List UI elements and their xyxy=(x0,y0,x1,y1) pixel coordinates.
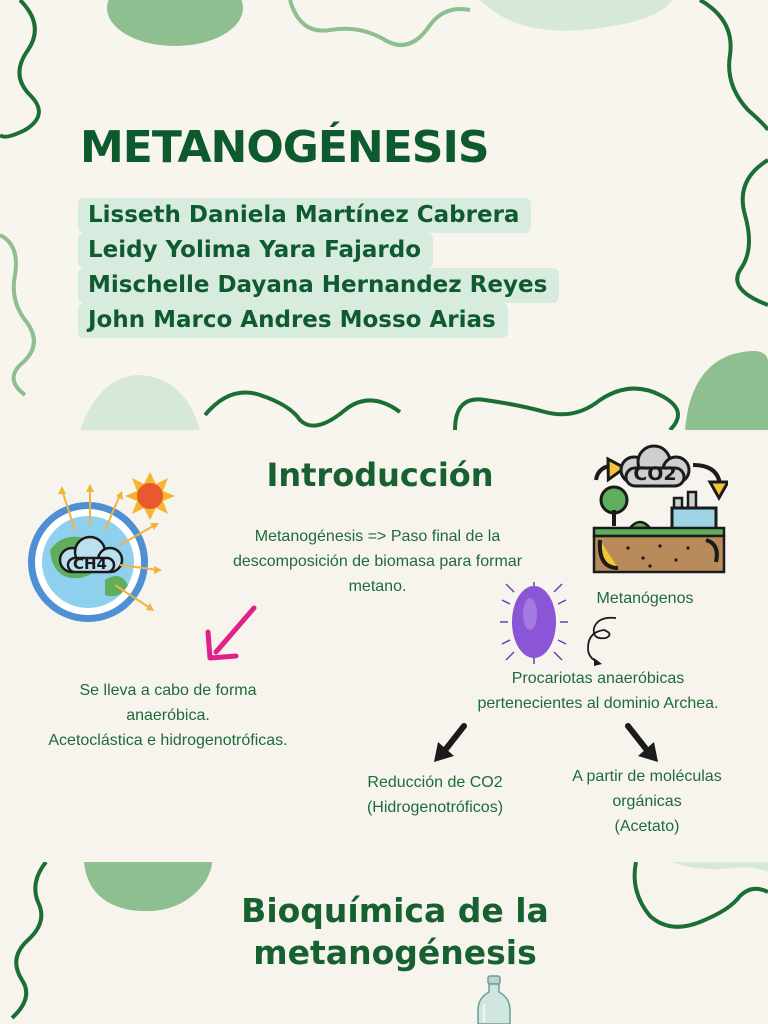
bottle-icon xyxy=(474,974,514,1024)
squiggle-left-top xyxy=(0,0,39,137)
reduction-line: (Hidrogenotróficos) xyxy=(366,799,504,816)
co2-badge: CO2 xyxy=(633,463,677,485)
organic-line: orgánicas xyxy=(612,793,682,810)
arrow-down-left-icon xyxy=(432,722,472,764)
squiggle-right-mid xyxy=(737,160,768,305)
organic-line: A partir de moléculas xyxy=(572,768,722,785)
intro-heading: Introducción xyxy=(266,456,494,494)
co2-cycle-icon xyxy=(588,440,728,578)
process-text xyxy=(20,678,316,753)
pink-arrow-icon xyxy=(204,604,260,664)
organic-text xyxy=(545,764,749,839)
process-line: anaeróbica. xyxy=(126,707,210,724)
squiggle-bottom-center xyxy=(205,393,400,426)
author-list xyxy=(78,198,559,338)
cover-slide xyxy=(0,0,768,430)
blob-top-right-light xyxy=(480,0,672,31)
blob-bottom-left xyxy=(80,375,200,430)
biochem-heading xyxy=(220,890,570,974)
prokaryotes-line: pertenecientes al dominio Archea. xyxy=(477,695,719,712)
archaea-cell-icon xyxy=(500,582,568,664)
author-name: Leidy Yolima Yara Fajardo xyxy=(78,233,433,268)
ch4-badge: CH4 xyxy=(73,555,107,573)
reduction-line: Reducción de CO2 xyxy=(367,774,503,791)
arrow-down-right-icon xyxy=(620,722,660,764)
organic-line: (Acetato) xyxy=(614,818,680,835)
methanogens-label: Metanógenos xyxy=(596,590,694,607)
biochem-heading-line: metanogénesis xyxy=(253,933,537,972)
squiggle-biochem-left xyxy=(12,862,46,1018)
biochem-slide xyxy=(0,862,768,1024)
author-name: John Marco Andres Mosso Arias xyxy=(78,303,508,338)
process-line: Se lleva a cabo de forma xyxy=(79,682,257,699)
curly-arrow-icon xyxy=(580,614,624,668)
blob-top xyxy=(107,0,243,46)
prokaryotes-text xyxy=(440,666,756,716)
blob-bottom-right xyxy=(685,351,768,430)
squiggle-biochem-right xyxy=(635,862,768,927)
prokaryotes-line: Procariotas anaeróbicas xyxy=(511,670,685,687)
squiggle-right-top xyxy=(700,0,768,130)
intro-slide xyxy=(0,430,768,862)
biochem-heading-line: Bioquímica de la xyxy=(241,891,549,930)
squiggle-top xyxy=(290,0,470,45)
earth-methane-icon xyxy=(20,470,180,630)
author-name: Lisseth Daniela Martínez Cabrera xyxy=(78,198,531,233)
definition-text: Metanogénesis => Paso final de la descomposición de biomasa para formar metano. xyxy=(232,528,523,595)
author-name: Mischelle Dayana Hernandez Reyes xyxy=(78,268,559,303)
squiggle-left-mid xyxy=(0,235,34,395)
process-line: Acetoclástica e hidrogenotróficas. xyxy=(48,732,288,749)
cover-title: METANOGÉNESIS xyxy=(80,122,489,173)
blob-biochem-left xyxy=(84,862,212,911)
reduction-text xyxy=(340,770,530,820)
squiggle-bottom-right xyxy=(455,389,678,430)
blob-biochem-right xyxy=(672,862,768,872)
